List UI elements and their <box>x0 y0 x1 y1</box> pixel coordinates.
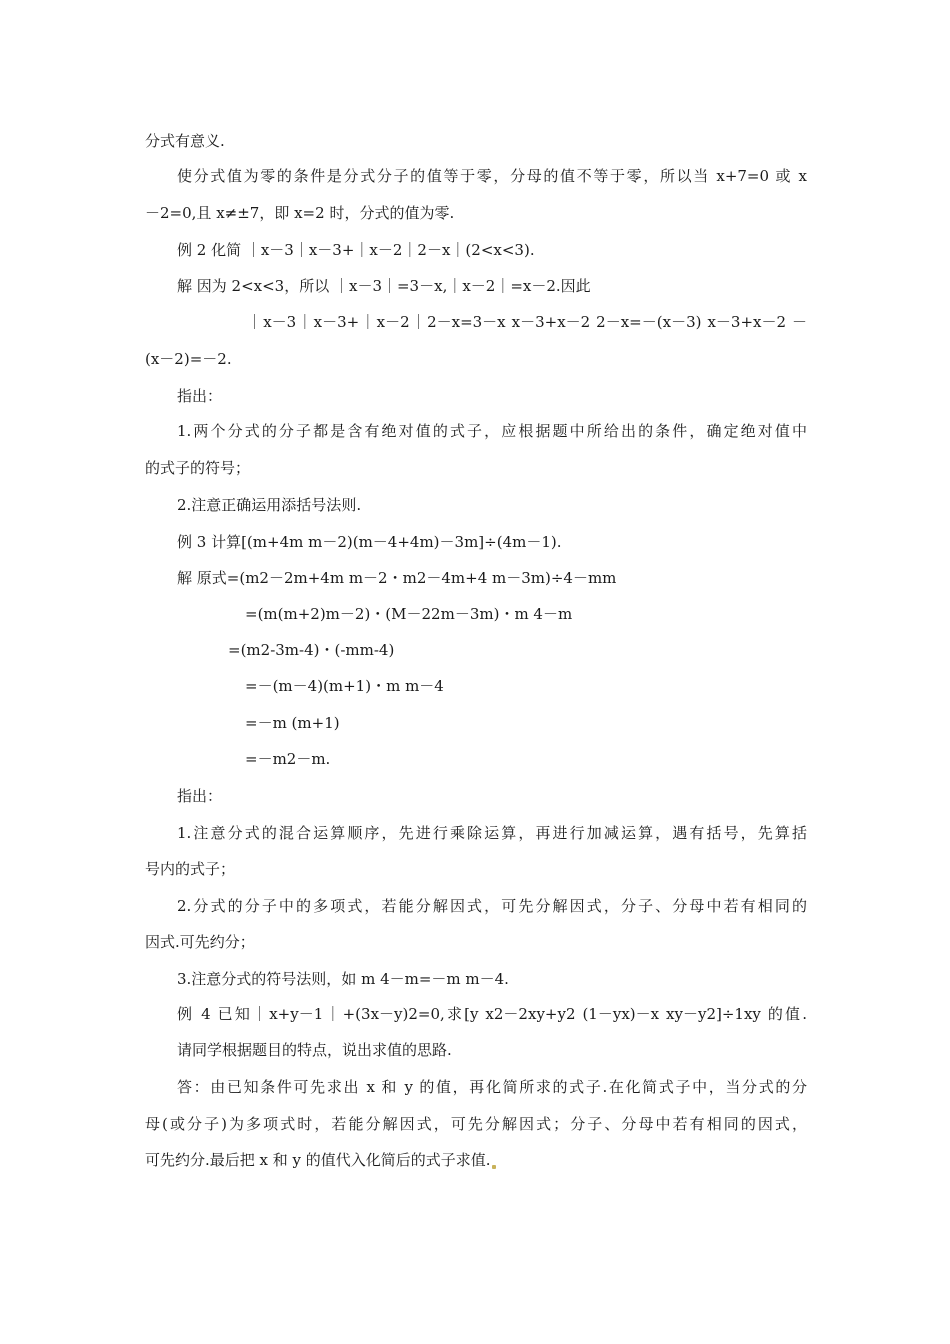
text-line: (x－2)=－2. <box>145 350 232 368</box>
text-line: =－(m－4)(m+1)・m m－4 <box>245 677 444 695</box>
text-line: 的式子的符号； <box>145 459 251 477</box>
text-line: 分式有意义. <box>145 132 225 150</box>
text-line: 指出： <box>177 387 223 405</box>
text-line: 指出： <box>177 787 223 805</box>
text-line: =(m(m+2)m－2)・(M－22m－3m)・m 4－m <box>245 605 573 623</box>
text-line: 解 原式=(m2－2m+4m m－2・m2－4m+4 m－3m)÷4－mm <box>177 569 617 587</box>
text-line: 例 3 计算[(m+4m m－2)(m－4+4m)－3m]÷(4m－1). <box>177 533 562 551</box>
text-line: 母(或分子)为多项式时，若能分解因式，可先分解因式；分子、分母中若有相同的因式， <box>145 1115 807 1133</box>
text-line: 请同学根据题目的特点，说出求值的思路. <box>177 1041 452 1059</box>
text-line: 解 因为 2<x<3，所以 ｜x－3｜=3－x,｜x－2｜=x－2.因此 <box>177 277 591 295</box>
text-line: =(m2-3m-4)・(-mm-4) <box>228 641 395 659</box>
text-line: 2.注意正确运用添括号法则. <box>177 496 362 514</box>
text-line: 1.两个分式的分子都是含有绝对值的式子，应根据题中所给出的条件，确定绝对值中 <box>177 422 807 440</box>
text-line: 3.注意分式的符号法则，如 m 4－m=－m m－4. <box>177 970 509 988</box>
text-line: 例 4 已知｜x+y－1｜+(3x－y)2=0,求[y x2－2xy+y2 (1－yx)－x xy－y2]÷1xy 的值. <box>177 1005 807 1023</box>
text-line: 2.分式的分子中的多项式，若能分解因式，可先分解因式，分子、分母中若有相同的 <box>177 897 807 915</box>
text-line-content: 可先约分.最后把 x 和 y 的值代入化简后的式子求值. <box>145 1151 491 1169</box>
text-line: ｜x－3｜x－3+｜x－2｜2－x=3－x x－3+x－2 2－x=－(x－3) x－3+x－2 － <box>247 313 807 331</box>
text-line: 答：由已知条件可先求出 x 和 y 的值，再化简所求的式子.在化简式子中，当分式的分 <box>177 1078 807 1096</box>
text-line: =－m2－m. <box>245 750 331 768</box>
text-line: 1.注意分式的混合运算顺序，先进行乘除运算，再进行加减运算，遇有括号，先算括 <box>177 824 807 842</box>
text-line: =－m (m+1) <box>245 714 340 732</box>
watermark-dot <box>492 1165 496 1169</box>
text-line: －2=0,且 x≠±7，即 x=2 时，分式的值为零. <box>145 204 455 222</box>
text-line: 例 2 化简 ｜x－3｜x－3+｜x－2｜2－x｜(2<x<3). <box>177 241 535 259</box>
text-line <box>145 1150 496 1170</box>
text-line: 使分式值为零的条件是分式分子的值等于零，分母的值不等于零，所以当 x+7=0 或 x <box>177 167 807 185</box>
text-line: 因式.可先约分； <box>145 933 255 951</box>
text-line: 号内的式子； <box>145 860 236 878</box>
